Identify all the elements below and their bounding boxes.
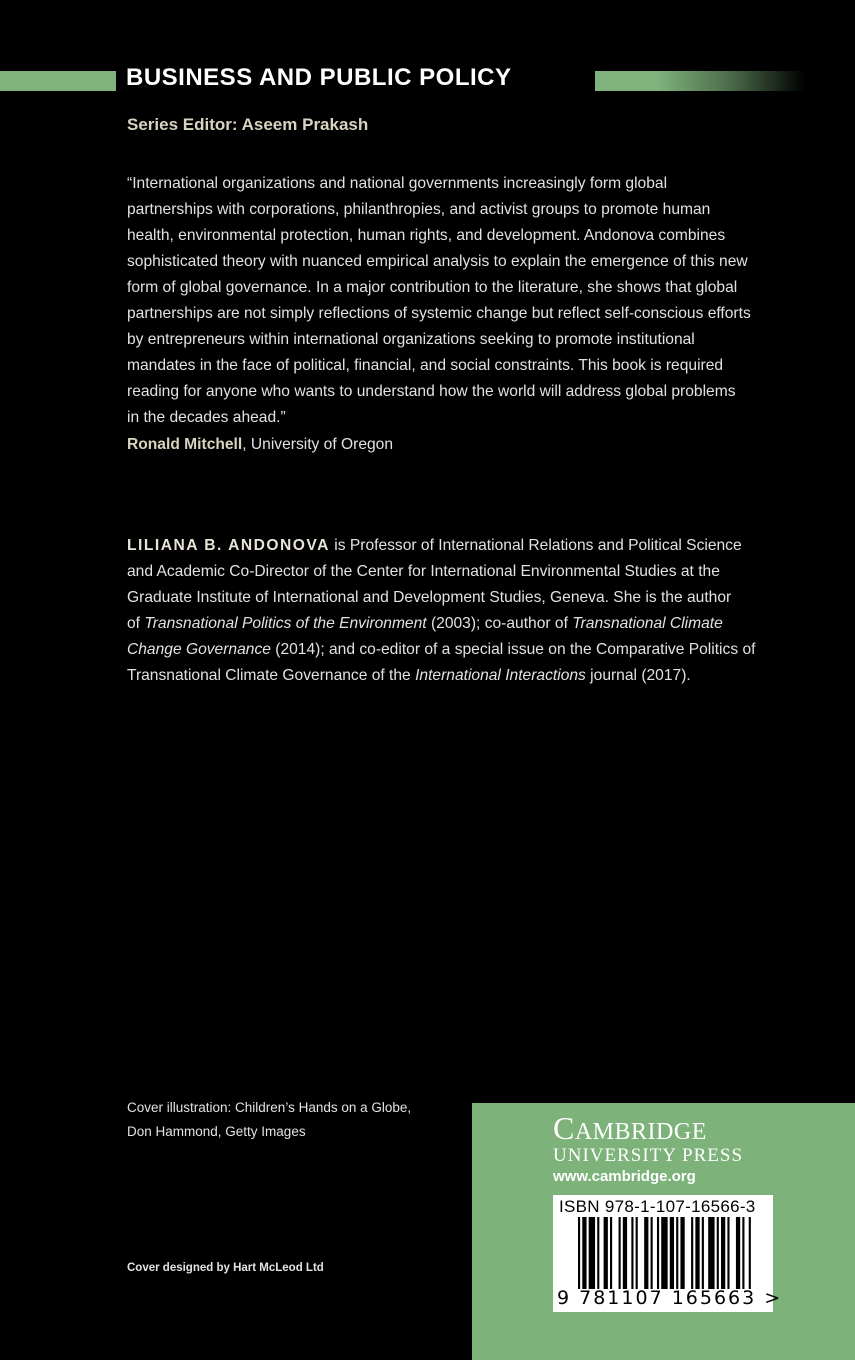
quote-line: health, environmental protection, human rights, and development. Andonova combines <box>127 227 726 244</box>
bio-text: Transnational Climate Governance of the <box>127 667 416 684</box>
isbn-number: ISBN 978-1-107-16566-3 <box>559 1197 756 1216</box>
barcode-bar <box>727 1217 729 1289</box>
quote-line: form of global governance. In a major contribution to the literature, she shows that global <box>127 279 738 296</box>
quote-line: “International organizations and national governments increasingly form global <box>127 175 668 192</box>
bio-line <box>127 663 755 689</box>
series-bar-left <box>0 71 116 91</box>
barcode-bar <box>582 1217 586 1289</box>
barcode-bar <box>589 1217 595 1289</box>
book-title: Transnational Climate <box>572 615 723 632</box>
author-bio <box>127 533 755 689</box>
barcode-bar <box>708 1217 714 1289</box>
barcode-bar <box>657 1217 659 1289</box>
bio-text: journal (2017). <box>585 667 691 684</box>
quote-line: by entrepreneurs within international organizations seeking to promote institutional <box>127 331 695 348</box>
credit-line: Don Hammond, Getty Images <box>127 1124 306 1139</box>
bio-line <box>127 585 755 611</box>
barcode-bar <box>636 1217 638 1289</box>
quote-line: partnerships are not simply reflections of systemic change but reflect self-conscious efforts <box>127 305 751 322</box>
barcode-bar <box>736 1217 740 1289</box>
barcode-bar <box>721 1217 725 1289</box>
publisher-logo: CAMBRIDGE <box>553 1110 707 1146</box>
bio-line <box>127 637 755 663</box>
barcode-bars <box>578 1217 753 1289</box>
endorsement-quote <box>127 171 751 431</box>
bio-text: (2003); co-author of <box>426 615 573 632</box>
barcode-bar <box>619 1217 621 1289</box>
barcode-bar <box>597 1217 599 1289</box>
bio-text: is Professor of International Relations and Political Science <box>329 537 742 554</box>
barcode-bar <box>610 1217 612 1289</box>
book-title: Change Governance <box>127 641 271 658</box>
barcode-bar <box>661 1217 667 1289</box>
barcode-bar <box>749 1217 751 1289</box>
bio-text: of <box>127 615 145 632</box>
publisher-url: www.cambridge.org <box>553 1168 696 1185</box>
cover-illustration-credit <box>127 1096 411 1144</box>
barcode-bar <box>670 1217 674 1289</box>
barcode-digits: 9 781107 165663 > <box>557 1287 783 1309</box>
barcode-bar <box>604 1217 608 1289</box>
endorser-affiliation: , University of Oregon <box>242 436 394 453</box>
barcode-bar <box>691 1217 693 1289</box>
quote-line: reading for anyone who wants to understand how the world will address global problems <box>127 383 736 400</box>
book-title: International Interactions <box>415 667 586 684</box>
series-title: BUSINESS AND PUBLIC POLICY <box>126 64 512 91</box>
barcode-bar <box>676 1217 678 1289</box>
barcode-bar <box>680 1217 684 1289</box>
bio-text: Graduate Institute of International and Development Studies, Geneva. She is the author <box>127 589 732 606</box>
cover-designer-credit: Cover designed by Hart McLeod Ltd <box>127 1262 324 1274</box>
barcode-bar <box>651 1217 653 1289</box>
bio-line <box>127 559 755 585</box>
quote-line: partnerships with corporations, philanthropies, and activist groups to promote human <box>127 201 711 218</box>
barcode-bar <box>631 1217 633 1289</box>
endorsement-attribution <box>127 436 393 454</box>
barcode-bar <box>695 1217 699 1289</box>
series-bar-right <box>595 71 805 91</box>
author-name: LILIANA B. ANDONOVA <box>127 537 330 554</box>
endorser-name: Ronald Mitchell <box>127 436 243 453</box>
bio-line <box>127 611 755 637</box>
barcode-bar <box>644 1217 648 1289</box>
barcode-bar <box>702 1217 704 1289</box>
isbn-barcode <box>553 1195 783 1312</box>
credit-line: Cover illustration: Children’s Hands on a Globe, <box>127 1100 412 1115</box>
book-title: Transnational Politics of the Environment <box>144 615 427 632</box>
bio-text: (2014); and co-editor of a special issue on the Comparative Politics of <box>270 641 756 658</box>
quote-line: sophisticated theory with nuanced empirical analysis to explain the emergence of this new <box>127 253 748 270</box>
barcode-bar <box>717 1217 719 1289</box>
bio-line <box>127 533 755 559</box>
barcode-bar <box>623 1217 627 1289</box>
publisher-logo-line2: UNIVERSITY PRESS <box>553 1145 744 1166</box>
series-editor: Series Editor: Aseem Prakash <box>127 115 369 134</box>
bio-text: and Academic Co-Director of the Center for International Environmental Studies at the <box>127 563 720 580</box>
quote-line: mandates in the face of political, financial, and social constraints. This book is required <box>127 357 724 374</box>
quote-line: in the decades ahead.” <box>127 409 286 426</box>
barcode-bar <box>742 1217 744 1289</box>
barcode-bar <box>578 1217 580 1289</box>
